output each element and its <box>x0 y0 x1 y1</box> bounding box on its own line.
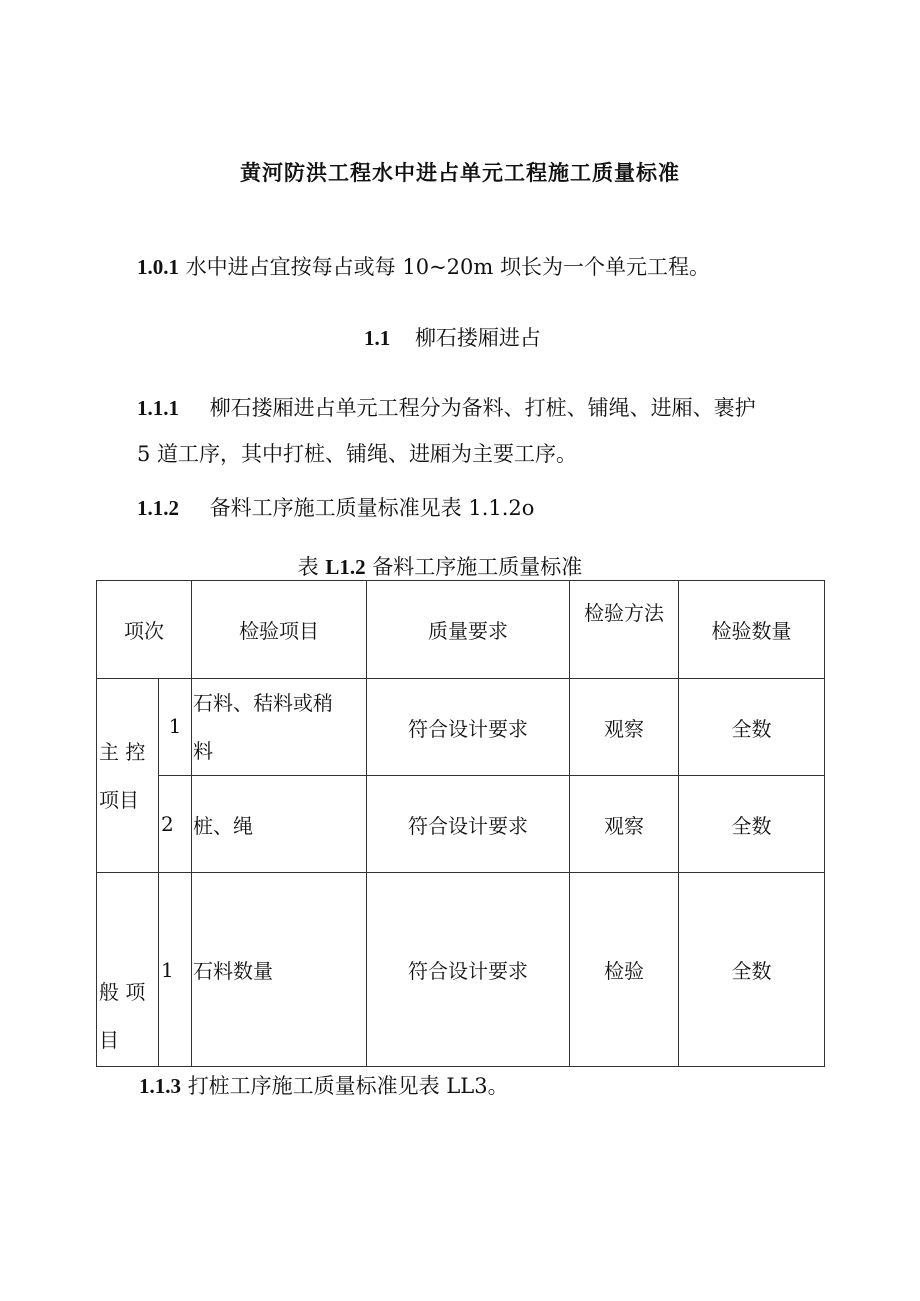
row-quantity: 全数 <box>679 776 825 873</box>
clause-text: 备料工序施工质量标准见表 1.1.2o <box>209 496 535 520</box>
header-method: 检验方法 <box>570 581 679 679</box>
section-title: 柳石搂厢进占 <box>414 326 541 350</box>
clause-number: 1.0.1 <box>137 255 179 279</box>
clause-1-1-3 <box>139 1070 509 1100</box>
row-number: 1 <box>159 873 192 1067</box>
row-requirement: 符合设计要求 <box>367 679 570 776</box>
quality-standard-table <box>96 580 825 1067</box>
table-caption <box>0 551 880 581</box>
row-number: 1 <box>159 679 192 776</box>
row-check-item: 石料数量 <box>192 873 367 1067</box>
section-heading-1-1 <box>364 322 541 352</box>
row-requirement: 符合设计要求 <box>367 776 570 873</box>
table-row <box>97 873 825 1067</box>
row-method: 观察 <box>570 679 679 776</box>
document-title: 黄河防洪工程水中进占单元工程施工质量标准 <box>240 160 680 185</box>
table-row <box>97 776 825 873</box>
row-method: 检验 <box>570 873 679 1067</box>
group-general: 般 项 目 <box>97 873 159 1067</box>
caption-number: L1.2 <box>325 555 366 579</box>
clause-text: 打桩工序施工质量标准见表 LL3。 <box>187 1074 509 1098</box>
header-check-item: 检验项目 <box>192 581 367 679</box>
header-quantity: 检验数量 <box>679 581 825 679</box>
row-requirement: 符合设计要求 <box>367 873 570 1067</box>
clause-number: 1.1.1 <box>137 396 179 420</box>
row-check-item: 石料、秸料或稍 料 <box>192 679 367 776</box>
table-row <box>97 679 825 776</box>
caption-text: 备料工序施工质量标准 <box>372 555 583 579</box>
clause-1-1-2 <box>137 492 534 522</box>
group-main-control: 主 控 项目 <box>97 679 159 873</box>
clause-text: 柳石搂厢进占单元工程分为备料、打桩、铺绳、进厢、裹护 <box>209 396 756 420</box>
clause-1-1-1 <box>137 392 756 422</box>
row-method: 观察 <box>570 776 679 873</box>
caption-prefix: 表 <box>297 555 319 579</box>
row-quantity: 全数 <box>679 873 825 1067</box>
header-requirement: 质量要求 <box>367 581 570 679</box>
clause-1-0-1 <box>137 251 710 281</box>
clause-number: 1.1.3 <box>139 1074 181 1098</box>
header-item-no: 项次 <box>97 581 192 679</box>
table-header-row <box>97 581 825 679</box>
row-number: 2 <box>159 776 192 873</box>
clause-text: 水中进占宜按每占或每 10~20m 坝长为一个单元工程。 <box>185 255 710 279</box>
row-check-item: 桩、绳 <box>192 776 367 873</box>
row-quantity: 全数 <box>679 679 825 776</box>
clause-number: 1.1.2 <box>137 496 179 520</box>
section-number: 1.1 <box>364 326 391 350</box>
clause-1-1-1-continued: 5 道工序，其中打桩、铺绳、进厢为主要工序。 <box>137 442 578 466</box>
